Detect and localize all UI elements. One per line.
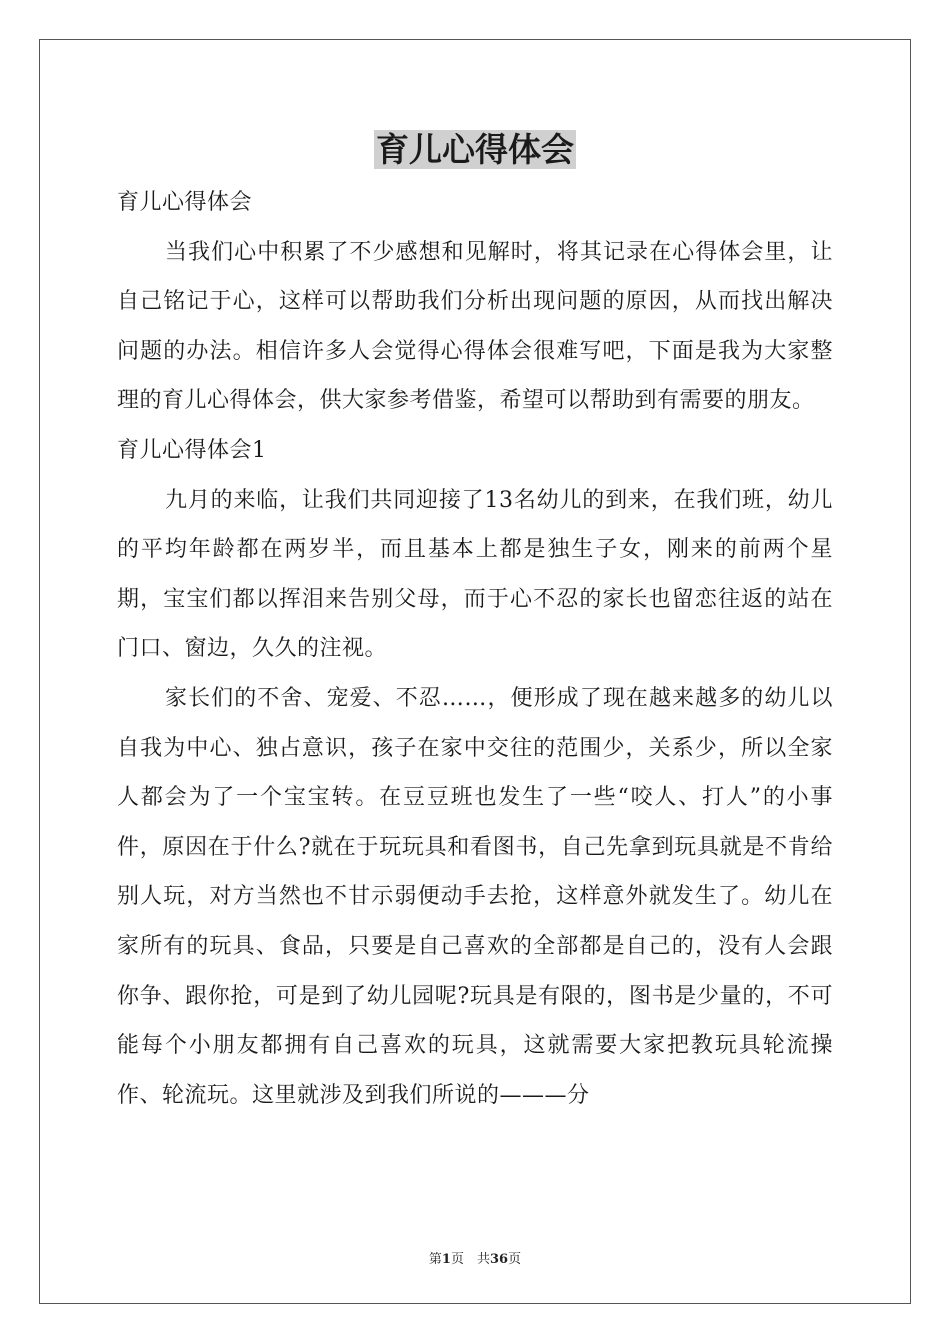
section-heading: 育儿心得体会1 <box>117 437 267 463</box>
total-pages: 36 <box>489 1252 509 1267</box>
body-paragraph: 九月的来临，让我们共同迎接了13名幼儿的到来，在我们班，幼儿的平均年龄都在两岁半，而且基本上都是独生子女，刚来的前两个星期，宝宝们都以挥泪来告别父母，而于心不忍的家长也留恋往返的站在门口、窗边，久久的注视。 <box>117 487 833 662</box>
document-body <box>117 178 833 1120</box>
footer-prefix: 第 <box>428 1252 442 1267</box>
page-footer <box>0 1248 950 1267</box>
document-title <box>0 128 950 172</box>
intro-paragraph: 当我们心中积累了不少感想和见解时，将其记录在心得体会里，让自己铭记于心，这样可以帮助我们分析出现问题的原因，从而找出解决问题的办法。相信许多人会觉得心得体会很难写吧，下面是我为大家整理的育儿心得体会，供大家参考借鉴，希望可以帮助到有需要的朋友。 <box>117 239 833 414</box>
body-paragraph: 家长们的不舍、宠爱、不忍……，便形成了现在越来越多的幼儿以自我为中心、独占意识，孩子在家中交往的范围少，关系少，所以全家人都会为了一个宝宝转。在豆豆班也发生了一些“咬人、打人”的小事件，原因在于什么?就在于玩玩具和看图书，自己先拿到玩具就是不肯给别人玩，对方当然也不甘示弱便动手去抢，这样意外就发生了。幼儿在家所有的玩具、食品，只要是自己喜欢的全部都是自己的，没有人会跟你争、跟你抢，可是到了幼儿园呢?玩具是有限的，图书是少量的，不可能每个小朋友都拥有自己喜欢的玩具，这就需要大家把教玩具轮流操作、轮流玩。这里就涉及到我们所说的———分 <box>117 685 833 1108</box>
page-number: 1 <box>441 1252 451 1267</box>
footer-mid: 页 共 <box>450 1252 490 1267</box>
footer-suffix: 页 <box>508 1252 522 1267</box>
subtitle-paragraph: 育儿心得体会 <box>117 190 253 215</box>
document-title-text: 育儿心得体会 <box>376 130 574 169</box>
